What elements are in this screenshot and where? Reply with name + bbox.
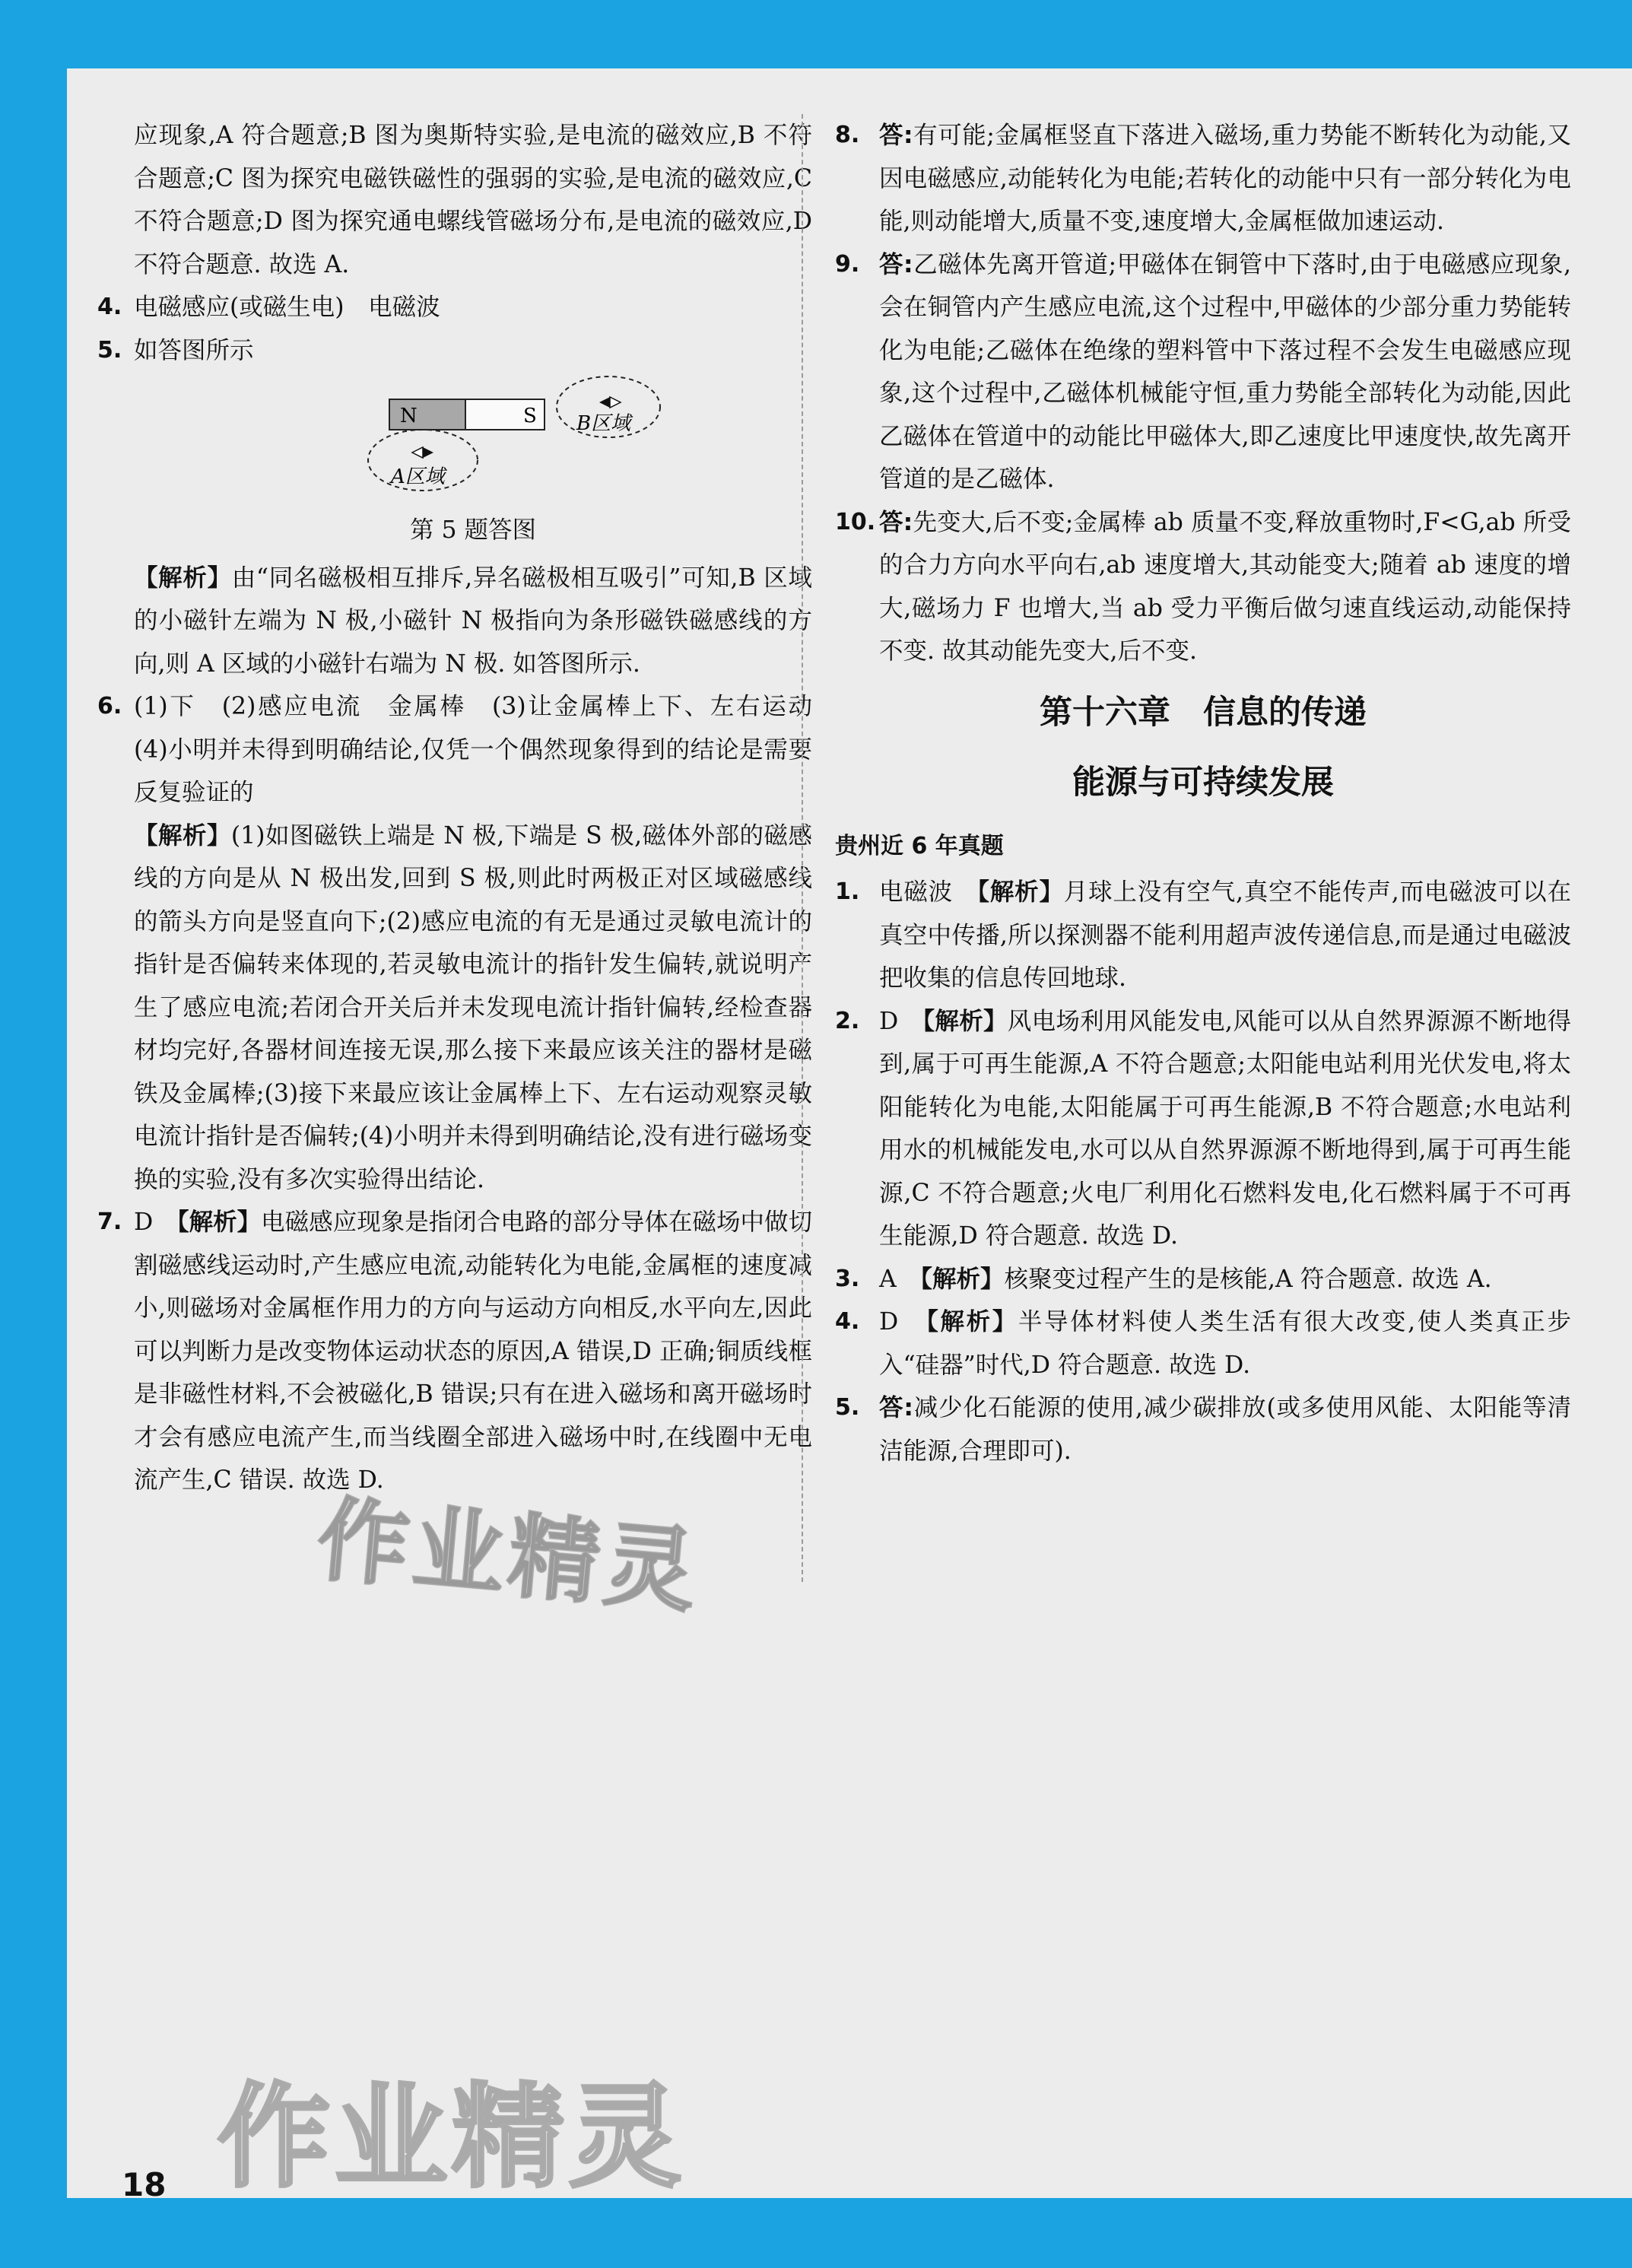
- right-column: [835, 114, 1571, 1472]
- answer-choice: A: [879, 1265, 897, 1293]
- watermark-logo-large: 作业精灵: [217, 2072, 686, 2203]
- analysis-tag: 【解析】: [134, 821, 231, 850]
- item-number: 8.: [835, 122, 860, 148]
- answer-choice: D: [879, 1007, 899, 1035]
- answer-text: 电磁感应(或磁生电) 电磁波: [134, 294, 440, 321]
- answer-lead: 答:: [879, 250, 913, 278]
- answer-item-9: [835, 243, 1571, 501]
- item-number: 5.: [835, 1394, 860, 1421]
- answer-body: [879, 871, 1571, 1000]
- section-heading: 贵州近 6 年真题: [835, 832, 1004, 859]
- answer-body: [879, 1000, 1571, 1258]
- figure-q5: [134, 372, 812, 509]
- answer-body: [879, 1258, 1571, 1301]
- answer-item-4: [97, 286, 812, 329]
- answer-item-6: [97, 685, 837, 815]
- answer-page: [67, 68, 1632, 2203]
- answer-text: 有可能;金属框竖直下落进入磁场,重力势能不断转化为动能,又因电磁感应,动能转化为电能;若转化的动能中只有一部分转化为电能,则动能增大,质量不变,速度增大,金属框做加速运动.: [879, 122, 1571, 235]
- n-pole-label: N: [400, 405, 418, 427]
- answer-item-5: [97, 329, 812, 373]
- answer-choice: 电磁波: [879, 878, 953, 906]
- answer-item-10: [835, 501, 1571, 673]
- item-number: 4.: [835, 1308, 860, 1335]
- needle-b-left: [599, 397, 610, 408]
- answer-body: [879, 114, 1571, 243]
- answer-body: [879, 501, 1571, 673]
- answer-lead: 答:: [879, 122, 913, 149]
- exam-item-3: [835, 1258, 1571, 1301]
- needle-a-right: [423, 447, 433, 458]
- item-number: 1.: [835, 878, 860, 905]
- answer-choice: D: [134, 1209, 154, 1236]
- item-number: 6.: [97, 693, 122, 719]
- answer-choice: D: [879, 1308, 899, 1336]
- answer-text: 乙磁体先离开管道;甲磁体在铜管中下落时,由于电磁感应现象,会在铜管内产生感应电流,这个过程中,甲磁体的少部分重力势能转化为电能;乙磁体在绝缘的塑料管中下落过程不会发生电磁感应现象,这个过程中,乙磁体机械能守恒,重力势能全部转化为动能,因此乙磁体在管道中的动能比甲磁体大,即乙速度比甲速度快,故先离开管道的是乙磁体.: [879, 250, 1571, 493]
- analysis-tag: 【解析】: [920, 1265, 1005, 1293]
- analysis-text: 风电场利用风能发电,风能可以从自然界源源不断地得到,属于可再生能源,A 不符合题意;太阳能电站利用光伏发电,将太阳能转化为电能,太阳能属于可再生能源,B 不符合题意;水电站利用水的机械能发电,水可以从自然界源源不断地得到,属于可再生能源,C 不符合题意;火电厂利用化石燃料发电,化石燃料属于不可再生能源,D 符合题意. 故选 D.: [879, 1007, 1571, 1250]
- analysis-text: (1)如图磁铁上端是 N 极,下端是 S 极,磁体外部的磁感线的方向是从 N 极出发,回到 S 极,则此时两极正对区域磁感线的箭头方向是竖直向下;(2)感应电流的有无是通过灵敏电流计的指针是否偏转来体现的,若灵敏电流计的指针发生偏转,就说明产生了感应电流;若闭合开关后并未发现电流计指针偏转,经检查器材均完好,各器材间连接无误,那么接下来最应该关注的器材是磁铁及金属棒;(3)接下来最应该让金属棒上下、左右运动观察灵敏电流计指针是否偏转;(4)小明并未得到明确结论,没有进行磁场变换的实验,没有多次实验得出结论.: [134, 821, 812, 1193]
- region-b-label: B区域: [576, 412, 631, 435]
- exam-item-5: [835, 1387, 1571, 1472]
- analysis-tag: 【解析】: [134, 564, 232, 592]
- exam-item-4: [835, 1301, 1571, 1387]
- figure-caption: 第 5 题答图: [409, 516, 537, 544]
- answer-item-8: [835, 114, 1571, 243]
- region-a-label: A区域: [391, 465, 445, 488]
- item-number: 3.: [835, 1265, 860, 1292]
- answer-body: [134, 1201, 812, 1502]
- s-pole-label: S: [523, 405, 537, 427]
- exam-item-1: [835, 871, 1571, 1000]
- answer-text: (1)下 (2)感应电流 金属棒 (3)让金属棒上下、左右运动 (4)小明并未得到明确结论,仅凭一个偶然现象得到的结论是需要反复验证的: [134, 693, 837, 806]
- magnet-diagram: [134, 372, 812, 509]
- column-divider: [802, 114, 803, 1582]
- analysis-tag: 【解析】: [922, 1007, 1008, 1035]
- watermark-logo: 作业精灵: [313, 1487, 705, 1626]
- analysis-q5: [97, 557, 812, 686]
- item-number: 10.: [835, 508, 876, 535]
- item-number: 5.: [97, 336, 122, 364]
- item-number: 9.: [835, 250, 860, 278]
- analysis-text: 电磁感应现象是指闭合电路的部分导体在磁场中做切割磁感线运动时,产生感应电流,动能转化为电能,金属框的速度减小,则磁场对金属框作用力的方向与运动方向相反,水平向左,因此可以判断力是改变物体运动状态的原因,A 错误,D 正确;铜质线框是非磁性材料,不会被磁化,B 错误;只有在进入磁场和离开磁场时才会有感应电流产生,而当线圈全部进入磁场中时,在线圈中无电流产生,C 错误. 故选 D.: [134, 1209, 812, 1494]
- analysis-text: 核聚变过程产生的是核能,A 符合题意. 故选 A.: [1004, 1265, 1492, 1293]
- continued-answer-text: 应现象,A 符合题意;B 图为奥斯特实验,是电流的磁效应,B 不符合题意;C 图为探究电磁铁磁性的强弱的实验,是电流的磁效应,C 不符合题意;D 图为探究通电螺线管磁场分布,是电流的磁效应,D 不符合题意. 故选 A.: [134, 122, 812, 278]
- needle-a-left: [412, 447, 423, 458]
- left-column: [97, 114, 837, 1502]
- item-number: 2.: [835, 1007, 860, 1034]
- page-number: 18: [122, 2166, 167, 2203]
- analysis-tag: 【解析】: [176, 1209, 262, 1236]
- item-number: 4.: [97, 294, 122, 320]
- chapter-title-line2: 能源与可持续发展: [1072, 763, 1334, 802]
- answer-text: 如答图所示: [134, 336, 254, 364]
- item-number: 7.: [97, 1209, 122, 1235]
- analysis-text: 月球上没有空气,真空不能传声,而电磁波可以在真空中传播,所以探测器不能利用超声波传递信息,而是通过电磁波把收集的信息传回地球.: [879, 878, 1571, 992]
- answer-lead: 答:: [879, 508, 913, 536]
- exam-item-2: [835, 1000, 1571, 1258]
- answer-body: [879, 1301, 1571, 1387]
- needle-b-right: [610, 397, 621, 408]
- analysis-text: 半导体材料使人类生活有很大改变,使人类真正步入“硅器”时代,D 符合题意. 故选 D.: [879, 1308, 1571, 1379]
- analysis-text: 由“同名磁极相互排斥,异名磁极相互吸引”可知,B 区域的小磁针左端为 N 极,小磁针 N 极指向为条形磁铁磁感线的方向,则 A 区域的小磁针右端为 N 极. 如答图所示.: [134, 564, 812, 678]
- answer-body: [879, 243, 1571, 501]
- answer-item-7: [97, 1201, 812, 1502]
- analysis-q6: [97, 815, 812, 1202]
- analysis-tag: 【解析】: [926, 1308, 1018, 1336]
- answer-text: 先变大,后不变;金属棒 ab 质量不变,释放重物时,F<G,ab 所受的合力方向水平向右,ab 速度增大,其动能变大;随着 ab 速度的增大,磁场力 F 也增大,当 ab 受力平衡后做匀速直线运动,动能保持不变. 故其动能先变大,后不变.: [879, 508, 1571, 665]
- analysis-tag: 【解析】: [977, 878, 1064, 906]
- answer-lead: 答:: [879, 1394, 913, 1421]
- chapter-title-line1: 第十六章 信息的传递: [1040, 693, 1367, 732]
- answer-text: 减少化石能源的使用,减少碳排放(或多使用风能、太阳能等清洁能源,合理即可).: [879, 1394, 1571, 1465]
- answer-body: [879, 1387, 1571, 1472]
